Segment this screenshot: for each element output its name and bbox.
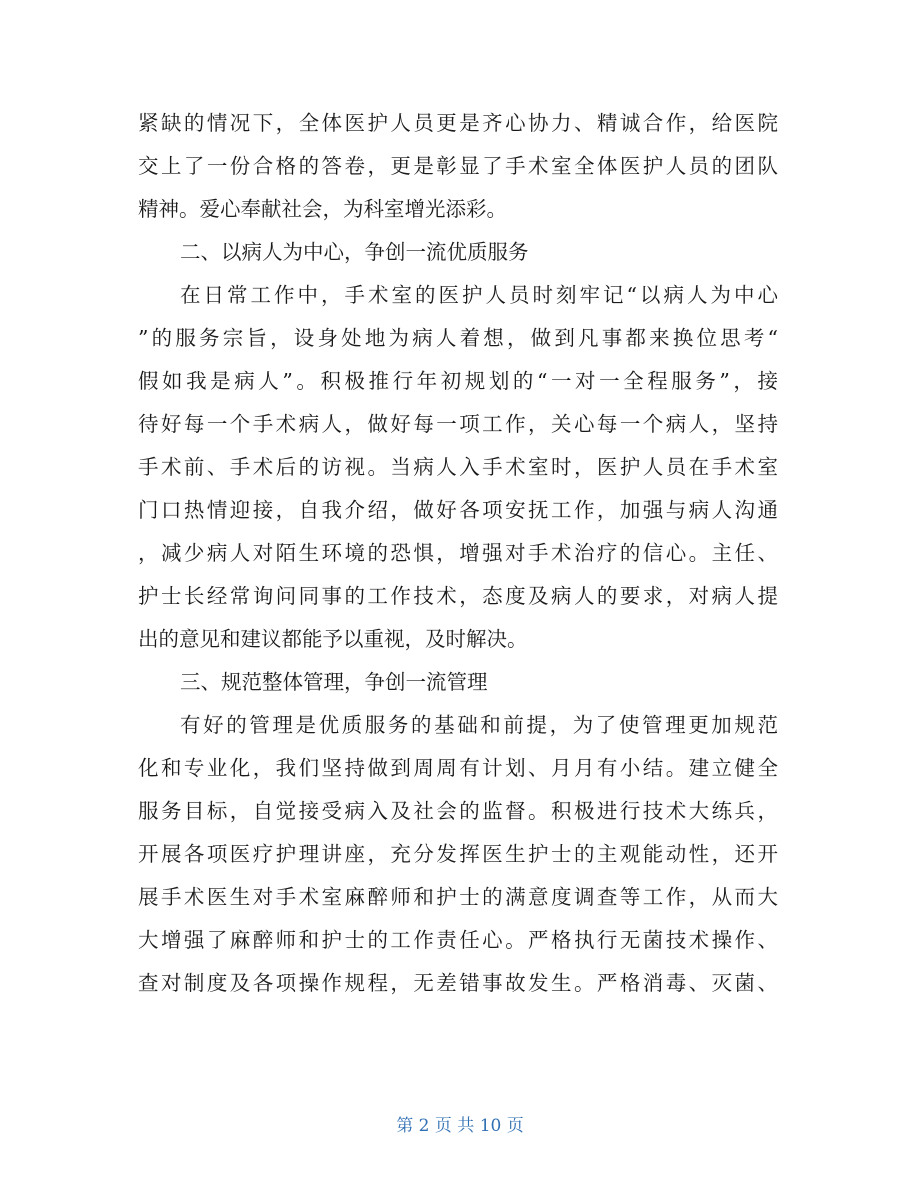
body-line: 服务目标，自觉接受病入及社会的监督。积极进行技术大练兵， [138,799,778,823]
section-heading: 三、规范整体管理，争创一流管理 [180,670,488,694]
body-line: 大增强了麻醉师和护士的工作责任心。严格执行无菌技术操作、 [138,928,778,952]
body-line: 在日常工作中，手术室的医护人员时刻牢记“以病人为中心 [180,283,778,307]
body-line: ，减少病人对陌生环境的恐惧，增强对手术治疗的信心。主任、 [138,541,778,565]
body-line: 展手术医生对手术室麻醉师和护士的满意度调查等工作，从而大 [138,885,778,909]
body-line: 紧缺的情况下，全体医护人员更是齐心协力、精诚合作，给医院 [138,111,778,135]
body-line: ”的服务宗旨，设身处地为病人着想，做到凡事都来换位思考“ [138,326,778,350]
body-line: 门口热情迎接，自我介绍，做好各项安抚工作，加强与病人沟通 [138,498,778,522]
body-line: 有好的管理是优质服务的基础和前提，为了使管理更加规范 [180,713,778,737]
page-indicator: 第 2 页 共 10 页 [396,1116,524,1136]
body-line: 手术前、手术后的访视。当病人入手术室时，医护人员在手术室 [138,455,778,479]
section-heading: 二、以病人为中心，争创一流优质服务 [180,240,529,264]
body-line: 假如我是病人”。积极推行年初规划的“一对一全程服务”，接 [138,369,778,393]
body-line: 精神。爱心奉献社会，为科室增光添彩。 [138,197,507,221]
body-line: 查对制度及各项操作规程，无差错事故发生。严格消毒、灭菌、 [138,971,778,995]
body-line: 护士长经常询问同事的工作技术，态度及病人的要求，对病人提 [138,584,778,608]
body-line: 待好每一个手术病人，做好每一项工作，关心每一个病人，坚持 [138,412,778,436]
body-line: 交上了一份合格的答卷，更是彰显了手术室全体医护人员的团队 [138,154,778,178]
body-line: 开展各项医疗护理讲座，充分发挥医生护士的主观能动性，还开 [138,842,778,866]
body-line: 出的意见和建议都能予以重视，及时解决。 [138,627,528,651]
body-line: 化和专业化，我们坚持做到周周有计划、月月有小结。建立健全 [138,756,778,780]
